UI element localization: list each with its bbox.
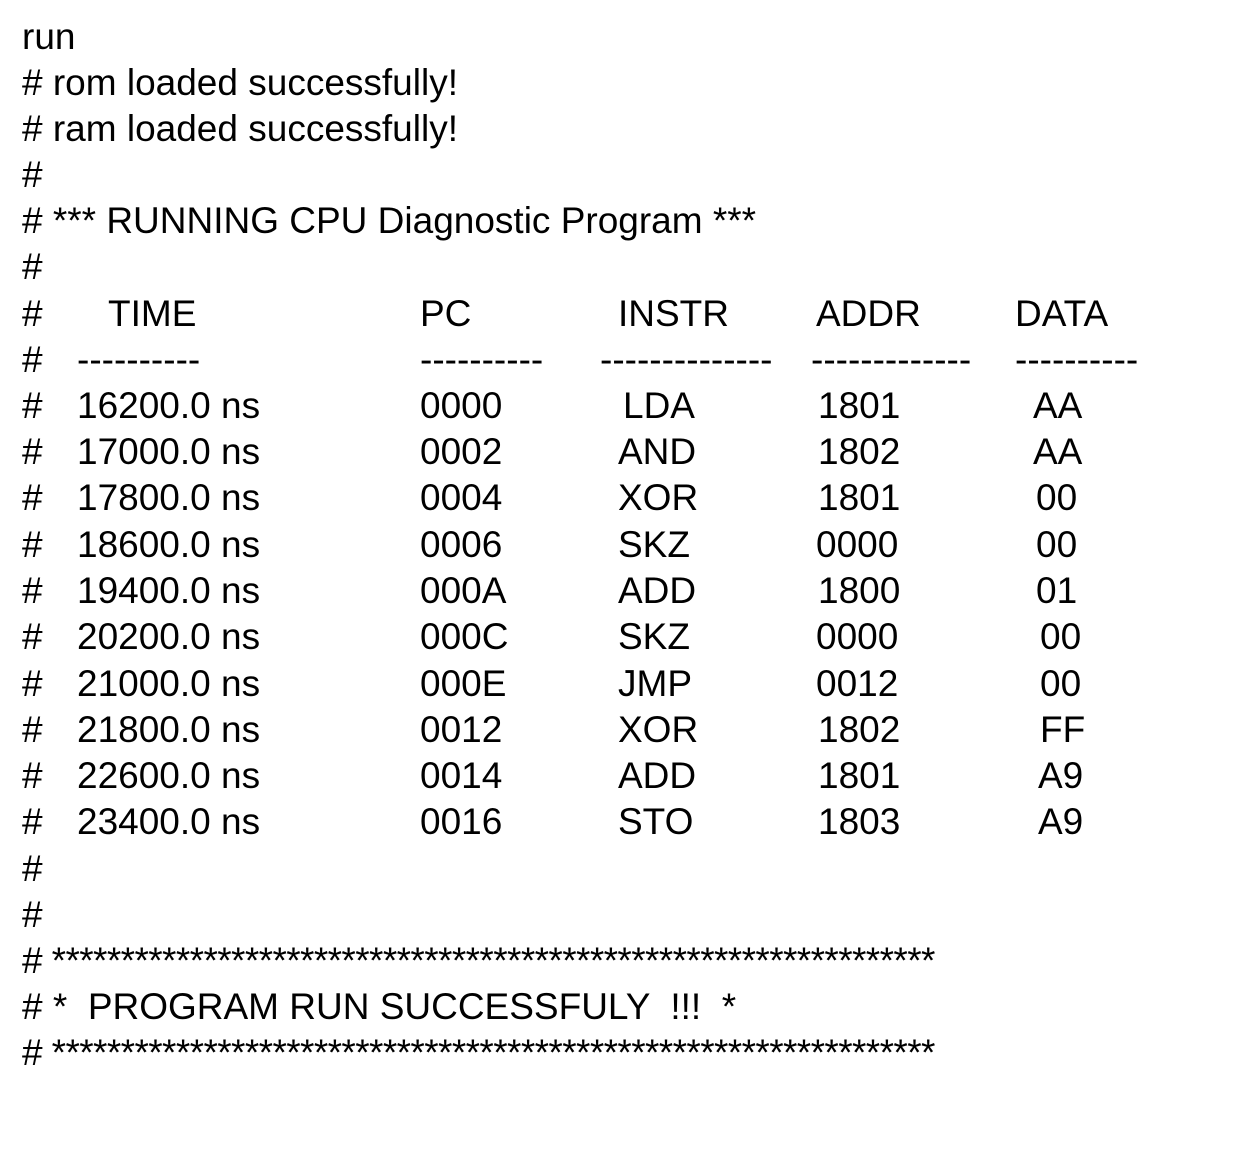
instr-cell: STO — [618, 801, 694, 842]
header-time: TIME — [108, 293, 197, 334]
comment-prefix: # — [22, 385, 43, 426]
rom-loaded-message: # rom loaded successfully! — [22, 62, 458, 103]
comment-prefix: # — [22, 709, 43, 750]
pc-cell: 000A — [420, 570, 507, 611]
header-instr: INSTR — [618, 293, 729, 334]
table-row — [22, 614, 1082, 660]
comment-prefix: # — [22, 801, 43, 842]
addr-cell: 1802 — [818, 709, 901, 750]
data-cell: 01 — [1036, 570, 1078, 611]
pc-cell: 000E — [420, 663, 507, 704]
comment-prefix: # — [22, 524, 43, 565]
stars-border-bottom: # **************************************************************** — [22, 1032, 935, 1073]
pc-cell: 0002 — [420, 431, 503, 472]
table-row — [22, 661, 1082, 707]
time-cell: 22600.0 ns — [77, 755, 261, 796]
addr-cell: 1801 — [818, 385, 901, 426]
addr-cell: 0000 — [816, 524, 899, 565]
addr-cell: 0012 — [816, 663, 899, 704]
blank-comment-line: # — [22, 894, 43, 935]
data-cell: FF — [1040, 709, 1086, 750]
data-cell: A9 — [1038, 755, 1084, 796]
addr-cell: 1801 — [818, 477, 901, 518]
data-cell: 00 — [1036, 524, 1078, 565]
data-cell: 00 — [1036, 477, 1078, 518]
data-cell: 00 — [1040, 663, 1082, 704]
data-cell: 00 — [1040, 616, 1082, 657]
table-row — [22, 383, 1083, 429]
time-cell: 17800.0 ns — [77, 477, 261, 518]
data-cell: A9 — [1038, 801, 1084, 842]
time-cell: 17000.0 ns — [77, 431, 261, 472]
pc-cell: 0014 — [420, 755, 503, 796]
separator-data: ---------- — [1015, 339, 1139, 380]
time-cell: 16200.0 ns — [77, 385, 261, 426]
instr-cell: ADD — [618, 755, 697, 796]
time-cell: 19400.0 ns — [77, 570, 261, 611]
data-cell: AA — [1033, 385, 1083, 426]
pc-cell: 0016 — [420, 801, 503, 842]
pc-cell: 0012 — [420, 709, 503, 750]
instr-cell: JMP — [618, 663, 692, 704]
blank-comment-line: # — [22, 154, 43, 195]
separator-time: ---------- — [77, 339, 201, 380]
table-row — [22, 799, 1084, 845]
pc-cell: 0000 — [420, 385, 503, 426]
time-cell: 20200.0 ns — [77, 616, 261, 657]
table-row — [22, 429, 1083, 475]
instr-cell: LDA — [623, 385, 695, 426]
comment-prefix: # — [22, 293, 43, 334]
time-cell: 21000.0 ns — [77, 663, 261, 704]
instr-cell: XOR — [618, 709, 699, 750]
program-banner: # *** RUNNING CPU Diagnostic Program *** — [22, 200, 757, 241]
time-cell: 18600.0 ns — [77, 524, 261, 565]
addr-cell: 1803 — [818, 801, 901, 842]
table-row — [22, 753, 1084, 799]
comment-prefix: # — [22, 570, 43, 611]
pc-cell: 0004 — [420, 477, 503, 518]
comment-prefix: # — [22, 755, 43, 796]
blank-comment-line: # — [22, 246, 43, 287]
separator-addr: ------------- — [811, 339, 972, 380]
blank-comment-line: # — [22, 848, 43, 889]
instr-cell: SKZ — [618, 524, 690, 565]
instr-cell: AND — [618, 431, 697, 472]
instr-cell: SKZ — [618, 616, 690, 657]
addr-cell: 0000 — [816, 616, 899, 657]
ram-loaded-message: # ram loaded successfully! — [22, 108, 458, 149]
success-message: # * PROGRAM RUN SUCCESSFULY !!! * — [22, 986, 737, 1027]
addr-cell: 1802 — [818, 431, 901, 472]
table-header-row — [22, 291, 1109, 337]
header-pc: PC — [420, 293, 472, 334]
pc-cell: 0006 — [420, 524, 503, 565]
table-row — [22, 707, 1086, 753]
table-row — [22, 568, 1078, 614]
addr-cell: 1800 — [818, 570, 901, 611]
header-data: DATA — [1015, 293, 1109, 334]
pc-cell: 000C — [420, 616, 509, 657]
separator-instr: -------------- — [600, 339, 773, 380]
data-cell: AA — [1033, 431, 1083, 472]
table-row — [22, 475, 1078, 521]
instr-cell: ADD — [618, 570, 697, 611]
time-cell: 23400.0 ns — [77, 801, 261, 842]
table-row — [22, 522, 1078, 568]
addr-cell: 1801 — [818, 755, 901, 796]
table-separator-row — [22, 337, 1139, 383]
comment-prefix: # — [22, 339, 43, 380]
comment-prefix: # — [22, 616, 43, 657]
command-line: run — [22, 16, 76, 57]
stars-border-top: # **************************************************************** — [22, 940, 935, 981]
comment-prefix: # — [22, 477, 43, 518]
instr-cell: XOR — [618, 477, 699, 518]
time-cell: 21800.0 ns — [77, 709, 261, 750]
header-addr: ADDR — [816, 293, 921, 334]
comment-prefix: # — [22, 431, 43, 472]
separator-pc: ---------- — [420, 339, 544, 380]
comment-prefix: # — [22, 663, 43, 704]
